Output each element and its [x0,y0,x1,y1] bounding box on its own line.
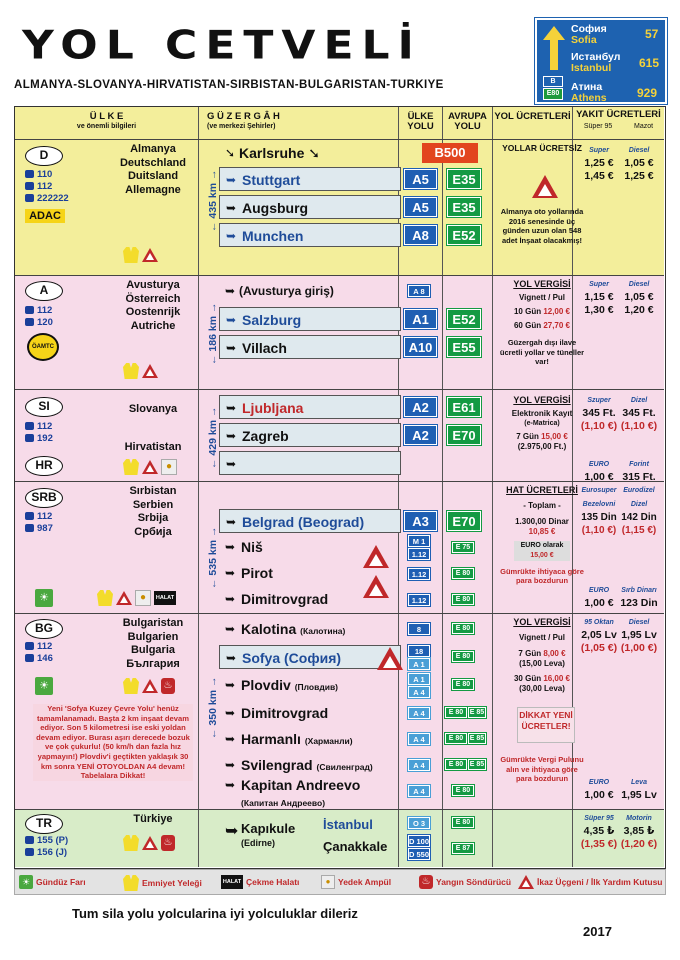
germany-phones: 110 112 222222 [25,169,69,205]
germany-names: Almanya Deutschland Duitsland Allemagne [119,143,186,196]
vest-icon [123,835,139,851]
roadwork-icon [363,575,389,598]
croatia-name: Hirvatistan [124,441,182,453]
road-8: 8 [408,623,430,635]
turn-arrow-icon: ➥ [225,823,239,840]
header-yakit: YAKIT ÜCRETLERİ Süper 95 Mazot [576,109,661,130]
road-a3: A3 [404,511,437,531]
up-arrow-icon [543,26,565,70]
roadside-icon [25,434,34,442]
turn-arrow-icon: ➥ [226,341,237,355]
turn-arrow-icon: ➥ [226,313,237,327]
road-o3: O 3 [408,817,430,829]
sign-city3: Athens [571,92,607,104]
turn-arrow-icon: ➥ [225,706,236,720]
road-18: 18 [408,645,430,657]
road-a1: A1 [404,309,437,329]
road-1-12: 1.12 [408,594,430,606]
sign-city2-cyr: Истанбул [571,51,621,63]
country-code-d: D [25,146,63,166]
route-augsburg: ➥ Augsburg [219,195,401,219]
sign-city1: Sofia [571,34,597,46]
roadwork-icon [377,647,403,670]
turn-arrow-icon: ➥ [225,284,236,298]
turn-arrow-icon: ➥ [225,622,236,636]
daytime-lights-icon: ☀ [35,677,53,695]
turkey-phones: 155 (P) 156 (J) [25,835,68,859]
spare-bulb-icon: ● [135,590,151,606]
road-e52: E52 [447,309,481,329]
road-e80: E 80 [452,679,474,690]
fire-extinguisher-icon: ♨ [419,875,433,889]
germany-toll-note: Almanya oto yollarında 2016 senesinde üç günden uzun olan 548 adet İnşaat olacakmış! [500,207,584,245]
road-e80: E 80 [445,759,467,770]
turkey-name: Türkiye [133,813,173,825]
turn-arrow-icon: ➥ [226,173,237,187]
turn-arrow-icon: ➥ [226,229,237,243]
police-icon [25,422,34,430]
slovenia-required-items [123,459,177,475]
road-a5: A5 [404,197,437,217]
route-plovdiv: ➥ Plovdiv (Пловдив) [219,673,401,697]
warning-triangle-icon [142,364,158,378]
sign-city2: Istanbul [571,62,612,74]
sign-city3-cyr: Атина [571,81,603,93]
route-harmanli: ➥ Harmanlı (Харманли) [219,727,401,751]
serbia-names: Sırbistan Serbien Srbija Србија [129,485,177,538]
road-sign [535,18,667,104]
austria-phones: 112 120 [25,305,53,329]
route-table: Ü L K E ve önemli bilgileri G Ü Z E R G Â H (ve merkezi Şehirler) ÜLKE YOLU AVRUPA YOLU YOL ÜCRETLERİ YAKIT ÜCRETLERİ Süper 95 Mazot D Almanya Deutschland Duitsland Allemagne 110 112 222222 ADAC ➘ Karlsruhe ➘ B500 ➥ Stuttgart A5 E35 ➥ Augsburg A5 E35 ➥ Munchen A8 E52 ← 435 km → YOLLAR ÜCRETSİZ Almanya oto yollarında 2016 senesinde üç günden uzun olan 548 adet İnşaat olacakmış! Super 1,25 € 1,45 € Diesel 1,05 € 1,25 € A Avusturya Österreich Oostenrijk Autriche 112 120 ÖAMTC ➥ (Avusturya giriş) A 8 ➥ Salzburg A1 E52 ➥ Villach A10 E55 ← 186 km → YOL VERGİSİ Vignett / Pul 10 Gün 12,00 € 60 Gün 27,70 € Güzergah dışı ilave ücretli yollar ve tüneller var! Super 1,15 € 1,30 € Diesel 1,05 € 1,20 € SI HR Slovanya Hirvatistan 112 192 ● ➥ Ljubljana A2 E61 ➥ Zagreb A2 E70 ➥ ← 429 km → YOL VERGİSİ Elektronik Kayıt (e-Matrica) 7 Gün 15,00 € (2.975,00 Ft.) Szuper 345 Ft. (1,10 €) Dizel 345 Ft. (1,10 €) EURO 1,00 € Forint 315 Ft. SRB Sırbistan Serbien Srbija Србија 112 987 ☀ ● HALAT ➥ Belgrad (Beograd) A3 E70 ➥ Niš M 1 1.12 E 75 ➥ Pirot 1.12 E 80 ➥ Dimitrovgrad 1.12 E 80 ← 535 km → HAT ÜCRETLERİ - Toplam - 1.300,00 Dinar 10,85 € EURO olarak 15,00 € Gümrükte ihtiyaca göre para bozdurun Eurosuper Bezelovni 135 Din (1,10 €) Eurodizel Dizel 142 Din (1,15 €) EURO 1,00 € Sırb Dinarı 123 Din BG Bulgaristan Bulgarien Bulgaria България 112 146 ☀ ♨ ➥ Kalotina (Калотина) 8 E 80 ➥ Sofya (София) 18 A 1 E 80 ➥ Plovdiv (Пловдив) A 1 A 4 E 80 ➥ Dimitrovgrad A 4 E 80 E 85 ➥ Harmanlı (Харманли) A 4 E 80 E 85 ➥ Svilengrad (Свиленград) A 4 E 80 E 85 ➥ Kapitan Andreevo (Капитан Андреево) A 4 E 80 ← 350 km → YOL VERGİSİ Vignett / Pul 7 Gün 8,00 € (15,00 Leva) 30 Gün 16,00 € (30,00 Leva) DİKKAT YENİ ÜCRETLER! Gümrükte Vergi Pulunu alın ve ihtiyaca göre para bozdurun 95 Oktan 2,05 Lv (1,05 €) Diesel 1,95 Lv (1,00 €) EURO 1,00 € Leva 1,95 Lv TR Türkiye 155 (P) 156 (J) ♨ ➥ Kapıkule (Edirne) İstanbul Çanakkale O 3 D 100 D 550 E 80 E 87 Süper 95 4,35 ₺ (1,35 €) Motorin 3,85 ₺ (1,20 €) [14,106,666,869]
road-d550: D 550 [409,850,430,859]
route-dimitrovgrad-rs: ➥ Dimitrovgrad [219,587,401,611]
road-e80: E 80 [452,785,474,796]
road-a4: A 4 [408,759,430,771]
police-icon [25,512,34,520]
road-e75: E 75 [452,542,474,553]
vest-icon [123,875,139,891]
warning-triangle-icon [142,836,158,850]
down-arrow-icon: ➘ [225,146,236,160]
germany-toll: YOLLAR ÜCRETSİZ [502,143,582,153]
road-e80: E 80 [452,568,474,579]
spare-bulb-icon: ● [321,875,335,889]
fire-extinguisher-icon: ♨ [161,835,175,851]
road-a8-small: A 8 [408,285,430,297]
fire-extinguisher-icon: ♨ [161,678,175,694]
daytime-lights-icon: ☀ [19,875,33,889]
oamtc-logo: ÖAMTC [27,333,59,361]
turn-arrow-icon: ➥ [225,778,236,792]
roadside-icon [25,194,34,202]
tow-rope-icon: HALAT [154,591,176,605]
serbia-distance: ← 535 km → [207,526,219,589]
road-d100: D 100 [409,837,430,846]
turn-arrow-icon: ➥ [226,651,237,665]
route-nis: ➥ Niš [219,535,401,559]
vest-icon [123,247,139,263]
road-e80: E 80 [445,733,467,744]
police-icon [25,306,34,314]
route-salzburg: ➥ Salzburg [219,307,401,331]
slovenia-distance: ← 429 km → [207,406,219,469]
sign-e80-badge: E80 [543,88,563,100]
austria-names: Avusturya Österreich Oostenrijk Autriche [125,279,181,332]
road-1-12: 1.12 [408,568,430,580]
daytime-lights-icon: ☀ [35,589,53,607]
road-a2: A2 [404,397,437,417]
sign-b-badge: B [543,76,563,87]
vest-icon [123,363,139,379]
warning-triangle-icon [142,248,158,262]
bulgaria-names: Bulgaristan Bulgarien Bulgaria България [122,617,184,670]
bulgaria-required-items [123,678,175,694]
road-e61: E61 [447,397,481,417]
austria-toll: YOL VERGİSİ Vignett / Pul 10 Gün 12,00 € 60 Gün 27,70 € Güzergah dışı ilave ücretli yollar ve tüneller var! [499,279,585,366]
route-stuttgart: ➥ Stuttgart [219,167,401,191]
road-a4: A 4 [408,785,430,797]
sign-km3: 929 [637,86,658,100]
route-continue [219,451,401,475]
police-icon [25,170,34,178]
warning-triangle-icon [518,875,534,889]
vest-icon [123,459,139,475]
bulgaria-phones: 112 146 [25,641,53,665]
route-dimitrovgrad-bg: ➥ Dimitrovgrad [219,701,401,725]
sign-km2: 615 [639,56,660,70]
slovenia-phones: 112 192 [25,421,53,445]
sign-city1-cyr: София [571,23,607,35]
road-a1: A 1 [408,673,430,685]
austria-distance: ← 186 km → [207,302,219,365]
turn-arrow-icon: ➥ [226,401,237,415]
page-title: YOL CETVELİ [22,22,422,69]
turn-arrow-icon: ➥ [225,758,236,772]
turn-arrow-icon: ➥ [225,732,236,746]
serbia-required-items [97,590,176,606]
bulgaria-toll-note: Gümrükte Vergi Pulunu alın ve ihtiyaca göre para bozdurun [500,755,584,783]
route-villach: ➥ Villach [219,335,401,359]
road-e80: E 80 [445,707,467,718]
header-ulke-yolu: ÜLKE YOLU [407,111,434,132]
serbia-phones: 112 987 [25,511,53,535]
sign-km1: 57 [645,27,659,41]
route-munchen: ➥ Munchen [219,223,401,247]
road-a10: A10 [404,337,437,357]
vest-icon [123,678,139,694]
road-a4: A 4 [408,686,430,698]
country-code-srb: SRB [25,488,63,508]
road-e80: E 80 [452,623,474,634]
road-a1: A 1 [408,658,430,670]
route-ljubljana: ➥ Ljubljana [219,395,401,419]
slovenia-name: Slovanya [128,403,178,415]
road-e87: E 87 [452,843,474,854]
road-a2: A2 [404,425,437,445]
police-icon [25,836,34,844]
road-e85: E 85 [469,709,485,716]
vest-icon [97,590,113,606]
header-yol-ucretleri: YOL ÜCRETLERİ [494,111,571,122]
road-1-12: 1.12 [408,548,430,560]
tow-rope-icon: HALAT [221,875,243,889]
footer-message: Tum sila yolu yolcularina iyi yolculuklar dileriz [72,906,358,921]
road-e85: E 85 [469,735,485,742]
route-kapitan-andreevo: ➥ Kapitan Andreevo (Капитан Андреево) [225,777,361,808]
roadwork-icon [363,545,389,568]
legend: ☀ Gündüz Farı Emniyet Yeleği HALAT Çekme Halatı ● Yedek Ampül ♨ Yangın Söndürücü İkaz Üçgeni / İlk Yardım Kutusu [14,869,666,895]
country-code-si: SI [25,397,63,417]
road-a4: A 4 [408,733,430,745]
bulgaria-warning-note: Yeni 'Sofya Kuzey Çevre Yolu' henüz tamamlanamadı. Başta 2 km inşaat devam ediyor. Son 5 kilometresi ise eski yoldan devam ediyor. Burası aşırı derecede bozuk ve çok çukurlu! (50 km/h dan fazla hız yapmayın!) Plovdiv'i geçtikten yaklaşık 30 km sonra YENİ OTOYOLDAN A4 devam! Tabelalara Dikkat! [33,704,193,781]
turn-arrow-icon: ➥ [226,457,237,471]
road-e70: E70 [447,425,481,445]
germany-required-items [123,247,158,263]
bulgaria-toll: YOL VERGİSİ Vignett / Pul 7 Gün 8,00 € (15,00 Leva) 30 Gün 16,00 € (30,00 Leva) [513,617,571,693]
turn-arrow-icon: ➥ [226,201,237,215]
road-m1: M 1 [408,535,430,547]
roadside-icon [25,318,34,326]
road-e80: E 80 [452,817,474,828]
new-fees-warning: DİKKAT YENİ ÜCRETLER! [517,707,575,743]
route-austria-entry: ➥ (Avusturya giriş) [219,279,401,303]
spare-bulb-icon: ● [161,459,177,475]
turn-arrow-icon: ➥ [226,429,237,443]
warning-triangle-icon [142,679,158,693]
roadside-icon [25,654,34,662]
adac-logo: ADAC [25,209,65,223]
road-e80: E 80 [452,594,474,605]
slovenia-toll: YOL VERGİSİ Elektronik Kayıt (e-Matrica) 7 Gün 15,00 € (2.975,00 Ft.) [511,395,573,451]
roadside-icon [25,848,34,856]
country-code-tr: TR [25,814,63,834]
germany-distance: ← 435 km → [207,169,219,232]
route-svilengrad: ➥ Svilengrad (Свиленград) [219,753,401,777]
road-a8: A8 [404,225,437,245]
country-code-bg: BG [25,619,63,639]
roadside-icon [25,524,34,532]
turn-arrow-icon: ➥ [226,515,237,529]
header-avrupa-yolu: AVRUPA YOLU [448,111,487,132]
road-e55: E55 [447,337,481,357]
country-code-hr: HR [25,456,63,476]
page-subtitle: ALMANYA-SLOVANYA-HIRVATISTAN-SIRBISTAN-BULGARISTAN-TURKIYE [14,79,444,91]
austria-required-items [123,363,158,379]
ambulance-icon [25,182,34,190]
road-e35: E35 [447,169,481,189]
route-sofya: ➥ Sofya (София) [219,645,401,669]
turn-arrow-icon: ➥ [225,540,236,554]
header-ulke: Ü L K E ve önemli bilgileri [76,111,137,130]
turn-arrow-icon: ➥ [225,566,236,580]
year: 2017 [583,924,612,939]
road-e80: E 80 [452,651,474,662]
warning-triangle-icon [142,460,158,474]
route-zagreb: ➥ Zagreb [219,423,401,447]
police-icon [25,642,34,650]
road-e52: E52 [447,225,481,245]
turn-arrow-icon: ➥ [225,592,236,606]
header-guzergah: G Ü Z E R G Â H (ve merkezi Şehirler) [207,111,280,130]
route-kalotina: ➥ Kalotina (Калотина) [219,617,401,641]
serbia-toll: HAT ÜCRETLERİ - Toplam - 1.300,00 Dinar 10,85 € EURO olarak 15,00 € Gümrükte ihtiyaca göre para bozdurun [500,485,584,585]
road-badge-b500: B500 [422,143,478,163]
road-a5: A5 [404,169,437,189]
route-pirot: ➥ Pirot [219,561,401,585]
route-kapikule: ➥ Kapıkule (Edirne) İstanbul Çanakkale [225,817,388,854]
route-karlsruhe: ➘ Karlsruhe ➘ [219,141,401,165]
road-e85: E 85 [469,761,485,768]
country-code-a: A [25,281,63,301]
road-e70: E70 [447,511,481,531]
road-e35: E35 [447,197,481,217]
turn-arrow-icon: ➥ [225,678,236,692]
warning-triangle-icon [116,591,132,605]
road-a4: A 4 [408,707,430,719]
roadwork-icon [532,175,558,198]
route-belgrad: ➥ Belgrad (Beograd) [219,509,401,533]
turkey-required-items [123,835,175,851]
bulgaria-distance: ← 350 km → [207,676,219,739]
